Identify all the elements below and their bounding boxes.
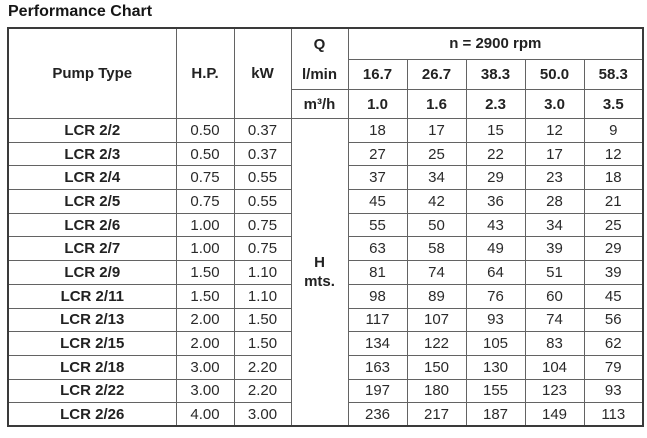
head-cell: 56: [584, 308, 643, 332]
flow-lmin-value: 16.7: [348, 59, 407, 89]
head-cell: 155: [466, 379, 525, 403]
head-cell: 50: [407, 213, 466, 237]
head-cell: 45: [584, 284, 643, 308]
head-cell: 98: [348, 284, 407, 308]
flow-lmin-value: 38.3: [466, 59, 525, 89]
head-cell: 34: [525, 213, 584, 237]
head-cell: 93: [584, 379, 643, 403]
hp-cell: 3.00: [176, 355, 234, 379]
head-cell: 104: [525, 355, 584, 379]
kw-cell: 0.37: [234, 119, 291, 143]
head-cell: 42: [407, 190, 466, 214]
hp-cell: 0.50: [176, 119, 234, 143]
hp-cell: 2.00: [176, 308, 234, 332]
head-cell: 163: [348, 355, 407, 379]
head-cell: 149: [525, 403, 584, 427]
kw-cell: 0.75: [234, 237, 291, 261]
head-cell: 29: [584, 237, 643, 261]
header-row-1: [8, 28, 643, 59]
pump-type-cell: LCR 2/9: [8, 261, 176, 285]
hp-cell: 1.00: [176, 237, 234, 261]
head-cell: 18: [584, 166, 643, 190]
head-cell: 36: [466, 190, 525, 214]
head-cell: 62: [584, 332, 643, 356]
head-cell: 107: [407, 308, 466, 332]
kw-cell: 1.50: [234, 332, 291, 356]
head-cell: 39: [525, 237, 584, 261]
head-cell: 130: [466, 355, 525, 379]
head-cell: 150: [407, 355, 466, 379]
kw-cell: 2.20: [234, 355, 291, 379]
kw-cell: 3.00: [234, 403, 291, 427]
flow-m3h-value: 1.6: [407, 90, 466, 119]
head-cell: 93: [466, 308, 525, 332]
head-cell: 34: [407, 166, 466, 190]
hp-cell: 1.50: [176, 284, 234, 308]
kw-cell: 0.37: [234, 142, 291, 166]
flow-m3h-value: 3.0: [525, 90, 584, 119]
head-cell: 45: [348, 190, 407, 214]
head-cell: 25: [584, 213, 643, 237]
head-cell: 117: [348, 308, 407, 332]
flow-lmin-value: 58.3: [584, 59, 643, 89]
head-cell: 58: [407, 237, 466, 261]
head-cell: 63: [348, 237, 407, 261]
head-cell: 37: [348, 166, 407, 190]
hp-cell: 1.50: [176, 261, 234, 285]
pump-type-cell: LCR 2/7: [8, 237, 176, 261]
table-header: [8, 28, 643, 119]
hp-cell: 3.00: [176, 379, 234, 403]
q-unit-m3h: m³/h: [291, 90, 348, 119]
hp-cell: 0.75: [176, 166, 234, 190]
pump-type-cell: LCR 2/6: [8, 213, 176, 237]
kw-cell: 0.55: [234, 166, 291, 190]
head-cell: 28: [525, 190, 584, 214]
head-cell: 21: [584, 190, 643, 214]
head-cell: 43: [466, 213, 525, 237]
pump-type-cell: LCR 2/5: [8, 190, 176, 214]
pump-type-cell: LCR 2/2: [8, 119, 176, 143]
pump-type-cell: LCR 2/15: [8, 332, 176, 356]
head-cell: 89: [407, 284, 466, 308]
head-cell: 187: [466, 403, 525, 427]
head-cell: 197: [348, 379, 407, 403]
head-cell: 74: [407, 261, 466, 285]
head-unit-cell: [291, 119, 348, 427]
flow-lmin-value: 50.0: [525, 59, 584, 89]
head-cell: 113: [584, 403, 643, 427]
head-cell: 81: [348, 261, 407, 285]
head-cell: 60: [525, 284, 584, 308]
kw-header: kW: [234, 28, 291, 119]
head-cell: 18: [348, 119, 407, 143]
head-cell: 49: [466, 237, 525, 261]
flow-q-header: [291, 28, 348, 90]
hp-cell: 0.75: [176, 190, 234, 214]
hp-cell: 0.50: [176, 142, 234, 166]
rpm-header: n = 2900 rpm: [348, 28, 643, 59]
head-cell: 15: [466, 119, 525, 143]
head-cell: 134: [348, 332, 407, 356]
head-cell: 236: [348, 403, 407, 427]
hp-cell: 2.00: [176, 332, 234, 356]
flow-m3h-value: 2.3: [466, 90, 525, 119]
hp-header: H.P.: [176, 28, 234, 119]
pump-type-cell: LCR 2/26: [8, 403, 176, 427]
head-cell: 180: [407, 379, 466, 403]
kw-cell: 1.50: [234, 308, 291, 332]
head-cell: 74: [525, 308, 584, 332]
pump-type-cell: LCR 2/4: [8, 166, 176, 190]
kw-cell: 0.55: [234, 190, 291, 214]
head-cell: 25: [407, 142, 466, 166]
flow-m3h-value: 3.5: [584, 90, 643, 119]
pump-type-cell: LCR 2/18: [8, 355, 176, 379]
kw-cell: 1.10: [234, 284, 291, 308]
head-cell: 76: [466, 284, 525, 308]
head-cell: 29: [466, 166, 525, 190]
head-cell: 122: [407, 332, 466, 356]
pump-type-cell: LCR 2/22: [8, 379, 176, 403]
q-unit-lmin: l/min: [301, 66, 337, 83]
head-cell: 105: [466, 332, 525, 356]
head-cell: 17: [407, 119, 466, 143]
head-unit-mts: mts.: [304, 273, 335, 291]
pump-type-cell: LCR 2/11: [8, 284, 176, 308]
head-unit-symbol: H: [314, 254, 325, 272]
table-row: [8, 119, 643, 143]
head-cell: 83: [525, 332, 584, 356]
table-body: [8, 119, 643, 427]
head-cell: 55: [348, 213, 407, 237]
hp-cell: 4.00: [176, 403, 234, 427]
flow-m3h-value: 1.0: [348, 90, 407, 119]
head-cell: 22: [466, 142, 525, 166]
head-cell: 123: [525, 379, 584, 403]
kw-cell: 1.10: [234, 261, 291, 285]
head-cell: 9: [584, 119, 643, 143]
flow-lmin-value: 26.7: [407, 59, 466, 89]
q-symbol: Q: [313, 36, 326, 53]
head-cell: 23: [525, 166, 584, 190]
head-cell: 51: [525, 261, 584, 285]
hp-cell: 1.00: [176, 213, 234, 237]
kw-cell: 0.75: [234, 213, 291, 237]
head-cell: 12: [525, 119, 584, 143]
head-cell: 64: [466, 261, 525, 285]
pump-type-header: Pump Type: [8, 28, 176, 119]
head-cell: 12: [584, 142, 643, 166]
head-cell: 17: [525, 142, 584, 166]
head-cell: 217: [407, 403, 466, 427]
head-cell: 79: [584, 355, 643, 379]
performance-table: [7, 27, 644, 427]
pump-type-cell: LCR 2/3: [8, 142, 176, 166]
page-title: Performance Chart: [8, 3, 153, 20]
pump-type-cell: LCR 2/13: [8, 308, 176, 332]
head-cell: 27: [348, 142, 407, 166]
head-cell: 39: [584, 261, 643, 285]
kw-cell: 2.20: [234, 379, 291, 403]
